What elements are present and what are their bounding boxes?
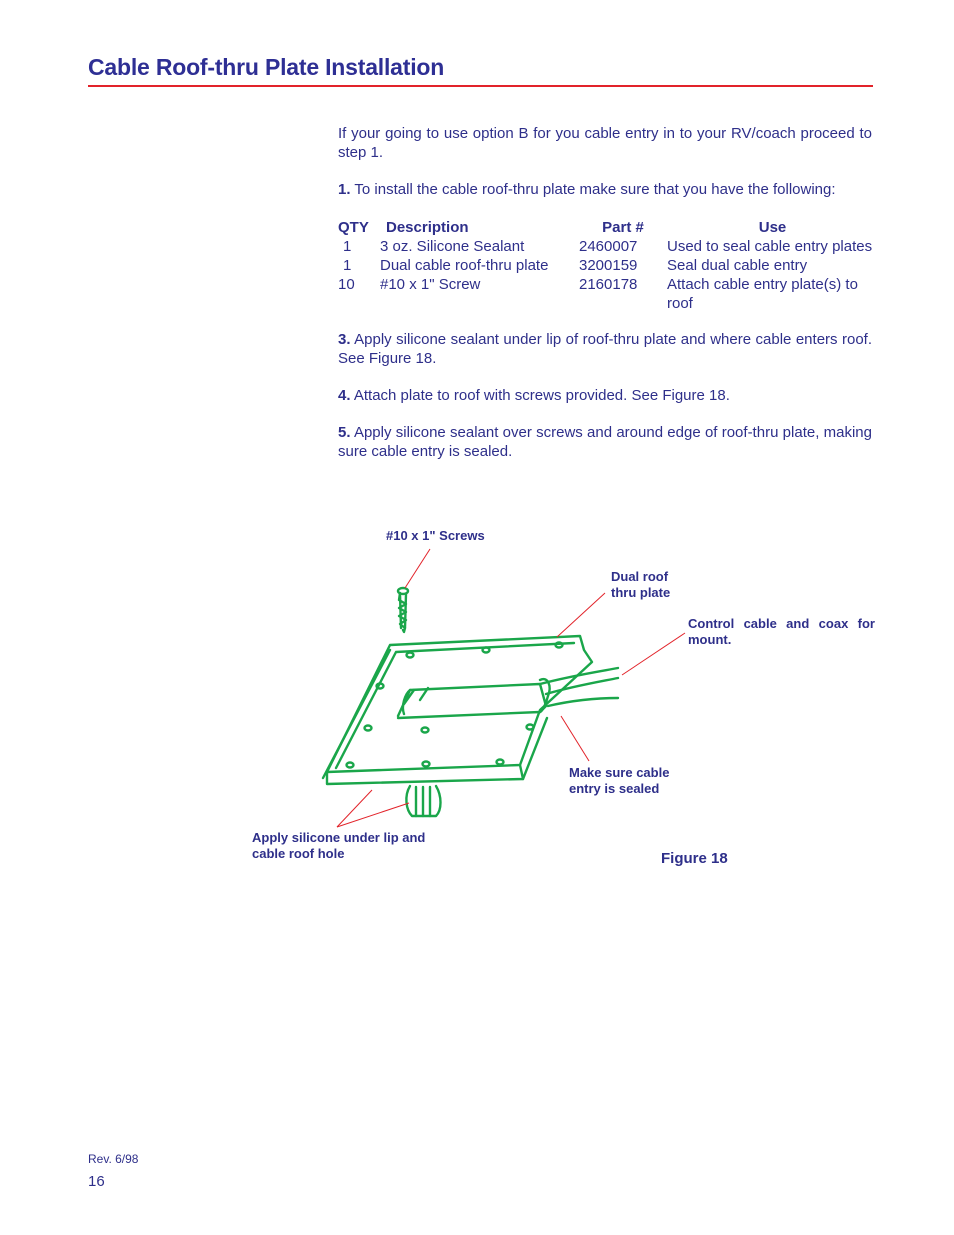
row-description: Dual cable roof-thru plate — [380, 257, 549, 274]
figure-caption: Figure 18 — [661, 850, 728, 867]
row-use: Seal dual cable entry — [667, 257, 808, 274]
callout-sealed-line1: Make sure cable — [569, 765, 670, 780]
header-part: Part # — [602, 219, 644, 236]
intro-paragraph: If your going to use option B for you cable entry in to your RV/coach proceed to step 1. — [338, 125, 872, 161]
leader-sealed — [561, 716, 589, 761]
header-use: Use — [758, 219, 787, 236]
callout-plate-line1: Dual roof — [611, 569, 669, 584]
callout-plate-line2: thru plate — [611, 585, 671, 600]
plate-bevel — [336, 643, 574, 768]
row-qty: 1 — [343, 238, 352, 255]
revision-label: Rev. 6/98 — [88, 1152, 139, 1166]
callout-sealed — [569, 765, 669, 797]
callout-silicone-line1: Apply silicone under lip and — [252, 830, 426, 845]
cable-top — [540, 668, 618, 684]
callout-sealed-line2: entry is sealed — [569, 781, 660, 796]
callout-silicone — [252, 830, 425, 862]
screw-hole — [527, 725, 534, 730]
step-1-number: 1. — [338, 181, 351, 198]
step-4-number: 4. — [338, 387, 351, 404]
screw-hole — [497, 760, 504, 765]
callout-cable: Control cable and coax for mount. — [688, 616, 875, 647]
step-5-number: 5. — [338, 424, 351, 441]
screw-hole — [422, 728, 429, 733]
step-3-number: 3. — [338, 331, 351, 348]
page-number: 16 — [88, 1173, 105, 1190]
step-4-text: Attach plate to roof with screws provided. See Figure 18. — [350, 387, 730, 404]
callout-screws: #10 x 1" Screws — [386, 528, 485, 543]
leader-cable — [622, 633, 685, 675]
row-description: 3 oz. Silicone Sealant — [380, 238, 525, 255]
leader-screws — [405, 549, 430, 588]
screw-hole — [365, 726, 372, 731]
cable-bottom — [548, 698, 618, 706]
screw-hole — [347, 763, 354, 768]
row-use: Used to seal cable entry plates — [667, 238, 873, 255]
leader-plate — [557, 593, 605, 637]
callout-plate — [611, 569, 670, 601]
screw-hole — [483, 648, 490, 653]
screw-hole — [407, 653, 414, 658]
step-3-text: Apply silicone sealant under lip of roof-thru plate and where cable enters roof. See Figure 18. — [338, 331, 872, 367]
row-part: 2160178 — [579, 276, 638, 293]
step-5-text: Apply silicone sealant over screws and around edge of roof-thru plate, making sure cable entry is sealed. — [338, 424, 872, 460]
row-qty: 1 — [343, 257, 352, 274]
row-qty: 10 — [338, 276, 355, 293]
screw-hole — [377, 684, 384, 689]
step-1-text: To install the cable roof-thru plate make sure that you have the following: — [350, 181, 836, 198]
row-use: Attach cable entry plate(s) to roof — [667, 276, 858, 312]
header-qty: QTY — [338, 219, 369, 236]
row-part: 3200159 — [579, 257, 638, 274]
row-description: #10 x 1" Screw — [380, 276, 481, 293]
roof-hole-cables — [416, 787, 430, 816]
header-description: Description — [386, 219, 469, 236]
plate-left-edge — [323, 650, 390, 778]
screw-hole — [556, 643, 563, 648]
row-part: 2460007 — [579, 238, 638, 255]
callout-silicone-line2: cable roof hole — [252, 846, 345, 861]
page-title: Cable Roof-thru Plate Installation — [88, 54, 445, 80]
screw-hole — [423, 762, 430, 767]
